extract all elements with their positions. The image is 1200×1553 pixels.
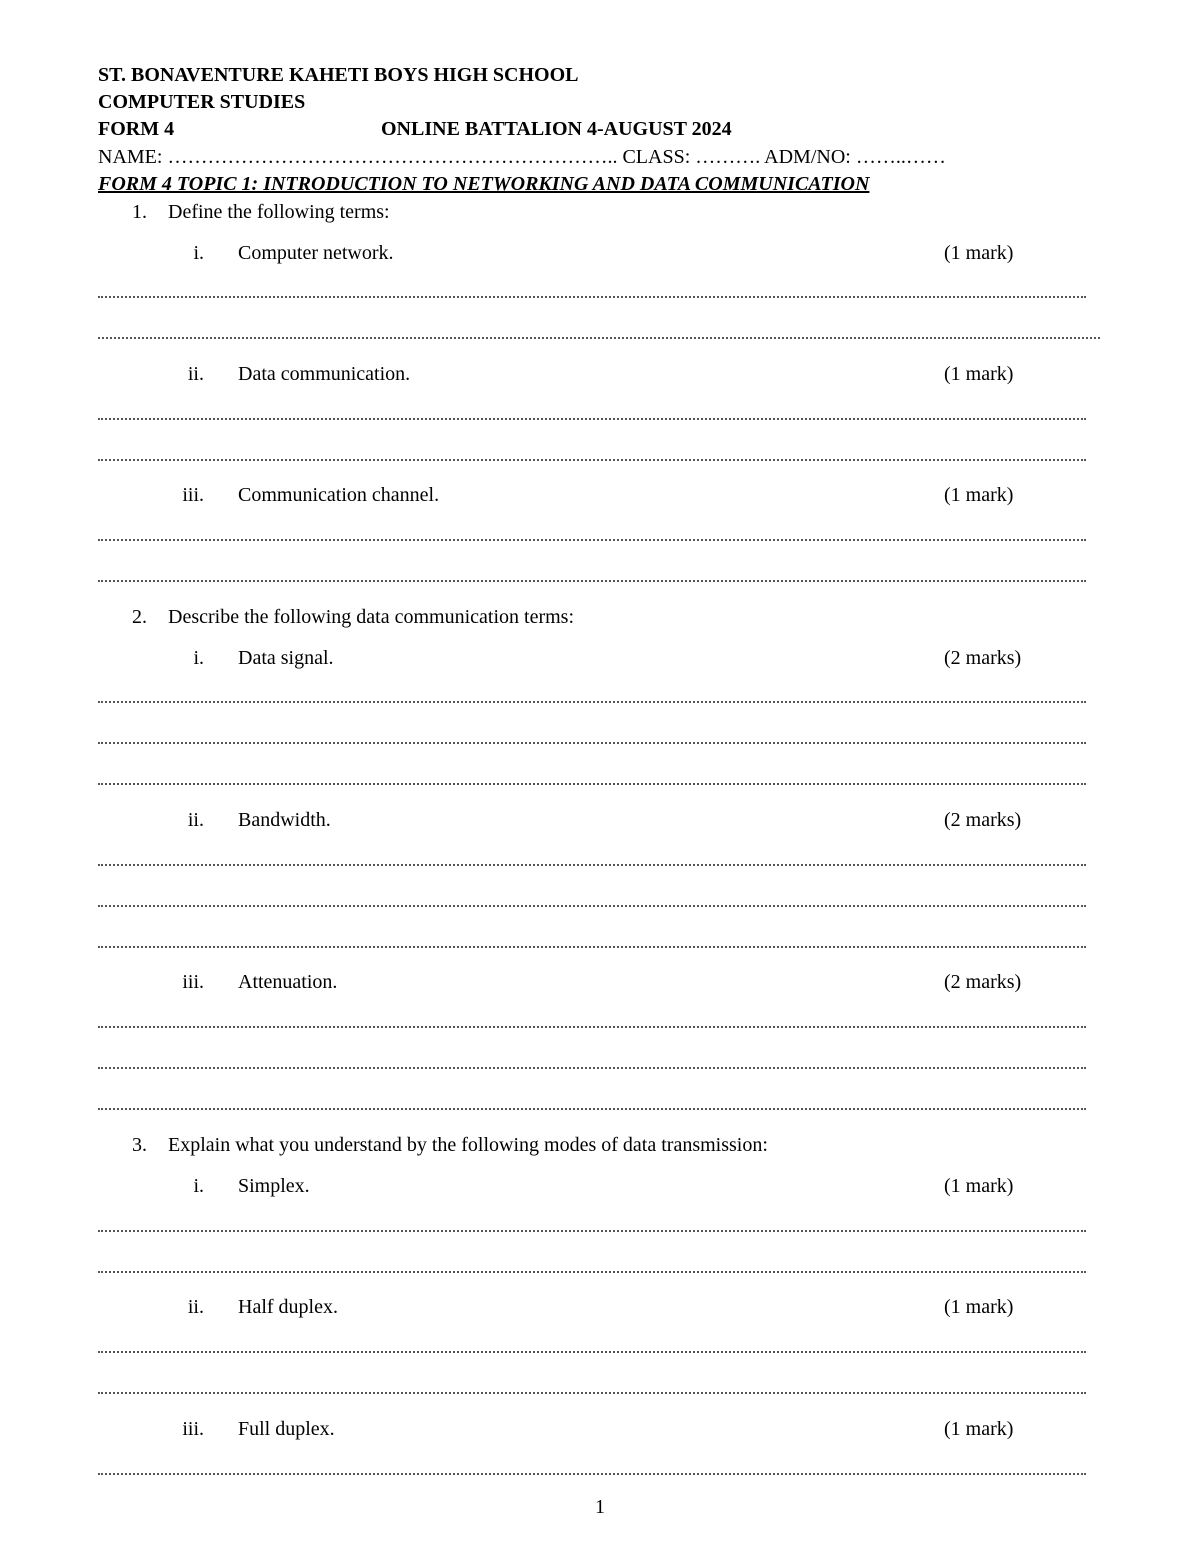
answer-line [98, 1026, 1086, 1028]
student-details-line: NAME: ………………………………………………………….. CLASS: ………. ADM/NO: ……..…… [98, 146, 946, 168]
answer-line [98, 1067, 1086, 1069]
answer-line [98, 1473, 1086, 1475]
part-marks: (1 mark) [944, 242, 1014, 264]
answer-line [98, 337, 1100, 339]
part-term: Attenuation. [238, 971, 338, 993]
part-numeral: ii. [187, 363, 204, 385]
answer-line [98, 1230, 1086, 1232]
answer-line [98, 459, 1086, 461]
answer-line [98, 1108, 1086, 1110]
subject-title: COMPUTER STUDIES [98, 91, 306, 113]
part-marks: (2 marks) [944, 647, 1022, 669]
answer-line [98, 418, 1086, 420]
answer-line [98, 1392, 1086, 1394]
part-numeral: iii. [182, 971, 204, 993]
answer-line [98, 742, 1086, 744]
part-numeral: i. [193, 1175, 204, 1197]
school-name: ST. BONAVENTURE KAHETI BOYS HIGH SCHOOL [98, 64, 579, 86]
part-marks: (2 marks) [944, 809, 1022, 831]
part-numeral: i. [193, 647, 204, 669]
part-marks: (1 mark) [944, 1296, 1014, 1318]
form-label: FORM 4 [98, 118, 175, 140]
part-marks: (1 mark) [944, 1175, 1014, 1197]
answer-line [98, 1271, 1086, 1273]
exam-title: ONLINE BATTALION 4-AUGUST 2024 [381, 118, 732, 140]
question-number: 2. [132, 606, 147, 628]
page-number: 1 [595, 1496, 605, 1518]
question-number: 1. [132, 201, 147, 223]
topic-heading: FORM 4 TOPIC 1: INTRODUCTION TO NETWORKING AND DATA COMMUNICATION [98, 173, 870, 195]
answer-line [98, 539, 1086, 541]
part-term: Simplex. [238, 1175, 310, 1197]
part-numeral: ii. [187, 1296, 204, 1318]
part-numeral: iii. [182, 1418, 204, 1440]
part-term: Bandwidth. [238, 809, 331, 831]
part-term: Computer network. [238, 242, 394, 264]
question-number: 3. [132, 1134, 147, 1156]
answer-line [98, 783, 1086, 785]
part-numeral: i. [193, 242, 204, 264]
part-marks: (1 mark) [944, 484, 1014, 506]
part-term: Data signal. [238, 647, 334, 669]
part-term: Full duplex. [238, 1418, 335, 1440]
part-term: Communication channel. [238, 484, 440, 506]
part-numeral: iii. [182, 484, 204, 506]
answer-line [98, 580, 1086, 582]
answer-line [98, 701, 1086, 703]
answer-line [98, 946, 1086, 948]
question-text: Explain what you understand by the following modes of data transmission: [168, 1134, 768, 1156]
part-marks: (1 mark) [944, 363, 1014, 385]
answer-line [98, 905, 1086, 907]
part-marks: (1 mark) [944, 1418, 1014, 1440]
answer-line [98, 864, 1086, 866]
question-text: Define the following terms: [168, 201, 390, 223]
part-term: Half duplex. [238, 1296, 338, 1318]
part-numeral: ii. [187, 809, 204, 831]
answer-line [98, 1351, 1086, 1353]
part-term: Data communication. [238, 363, 411, 385]
part-marks: (2 marks) [944, 971, 1022, 993]
question-text: Describe the following data communication terms: [168, 606, 574, 628]
answer-line [98, 296, 1086, 298]
